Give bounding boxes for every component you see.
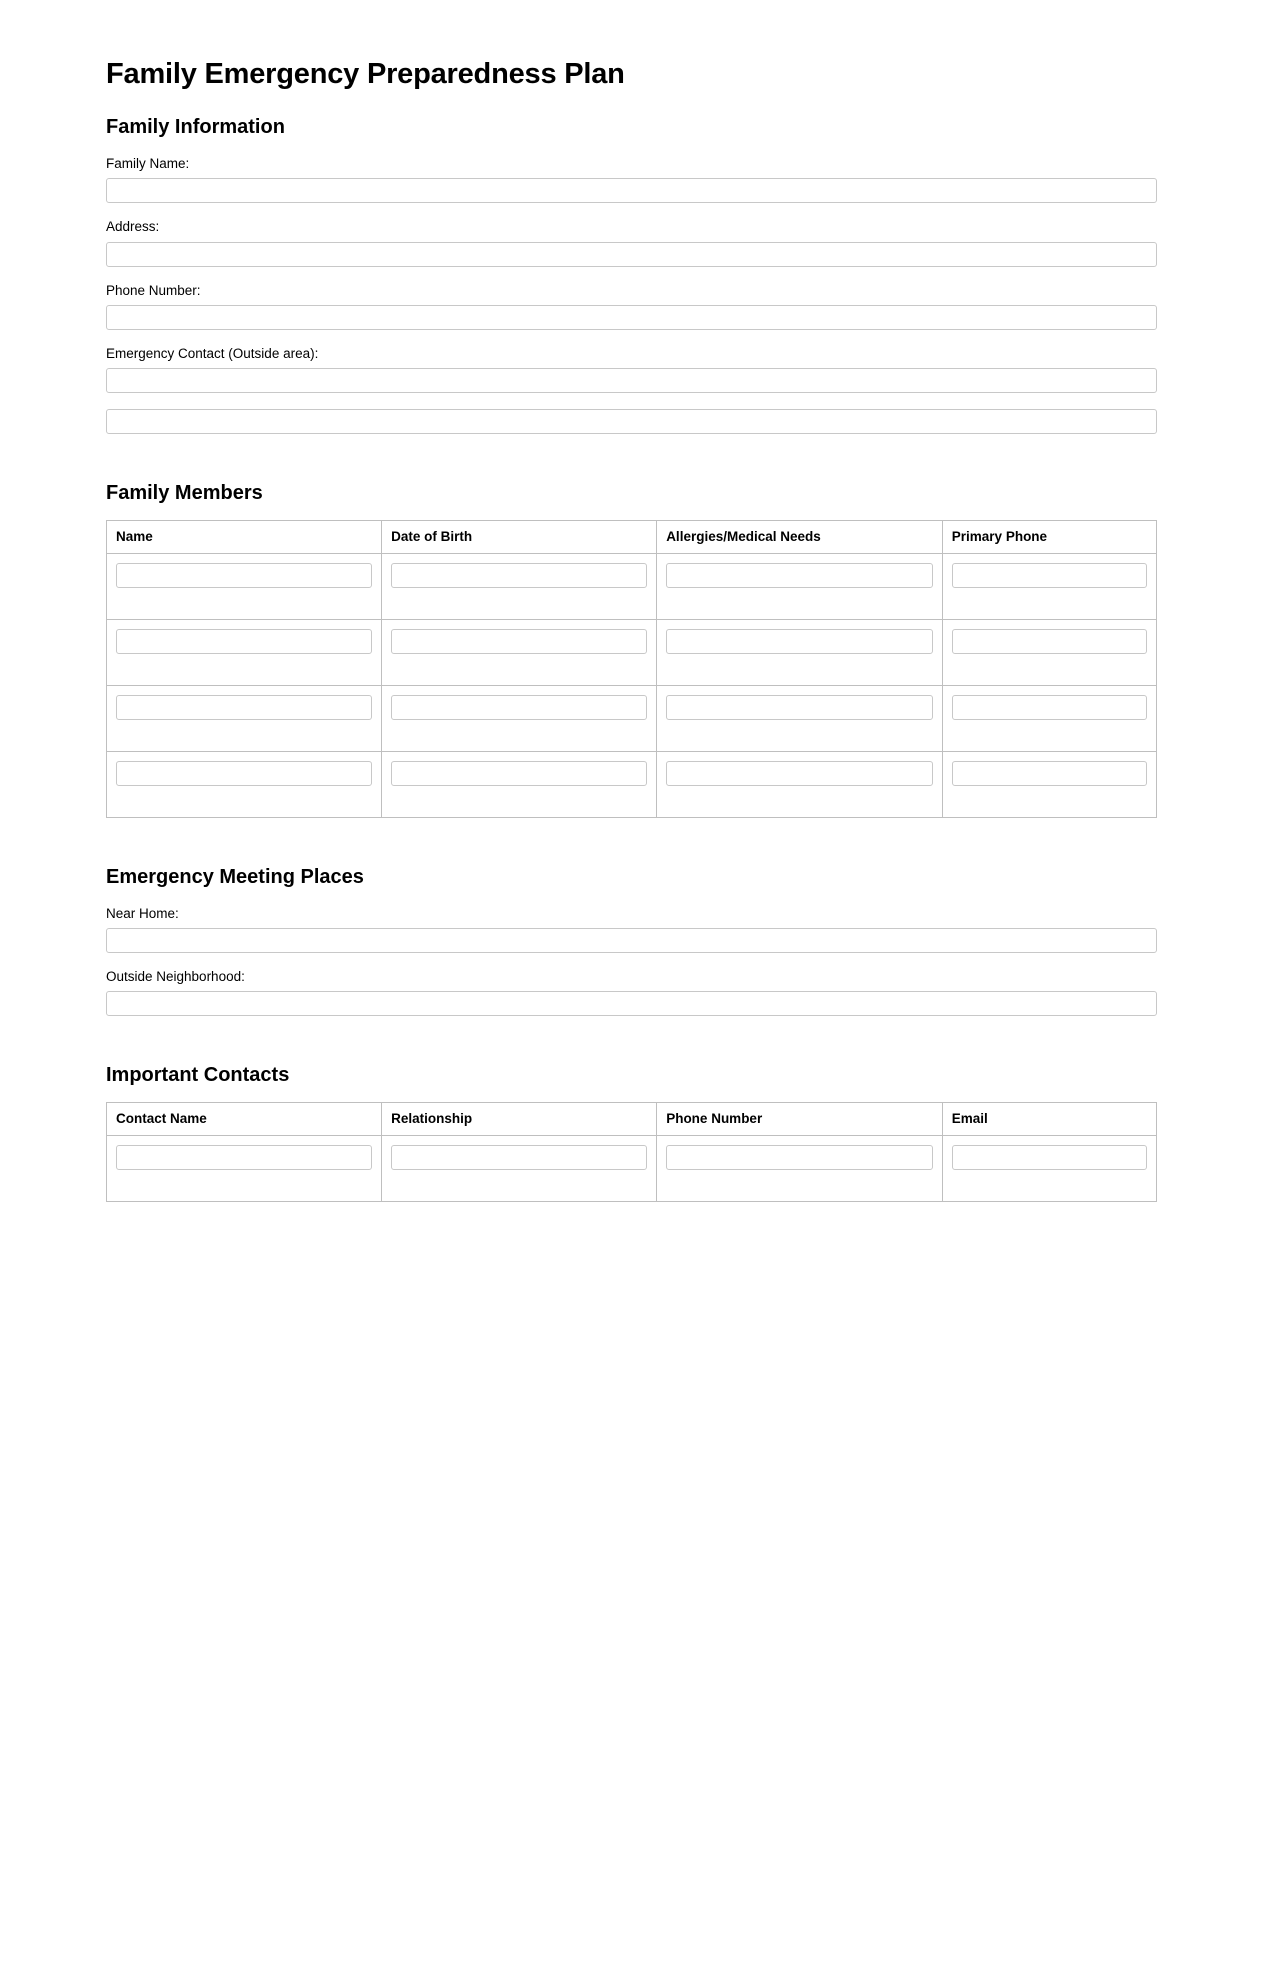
important-contacts-table-head bbox=[107, 1103, 1157, 1136]
family-members-table-head bbox=[107, 521, 1157, 554]
column-header-primary-phone: Primary Phone bbox=[942, 521, 1156, 554]
table-cell-primary-phone bbox=[942, 685, 1156, 751]
table-cell-date-of-birth bbox=[382, 553, 657, 619]
column-header-contact-phone-number: Phone Number bbox=[657, 1103, 943, 1136]
table-row bbox=[107, 619, 1157, 685]
field-group-address bbox=[106, 218, 1157, 266]
table-cell-date-of-birth bbox=[382, 685, 657, 751]
label-phone-number: Phone Number: bbox=[106, 282, 201, 298]
table-cell-name bbox=[107, 553, 382, 619]
table-cell-name bbox=[107, 751, 382, 817]
label-family-name: Family Name: bbox=[106, 156, 190, 172]
input-member-dob-3[interactable] bbox=[391, 695, 647, 720]
field-group-emergency-contact-secondary bbox=[106, 409, 1157, 434]
table-row bbox=[107, 553, 1157, 619]
input-phone-number[interactable] bbox=[106, 305, 1157, 330]
input-outside-neighborhood[interactable] bbox=[106, 991, 1157, 1016]
input-member-allergies-2[interactable] bbox=[666, 629, 933, 654]
input-member-allergies-4[interactable] bbox=[666, 761, 933, 786]
label-outside-neighborhood: Outside Neighborhood: bbox=[106, 968, 245, 984]
input-contact-phone-1[interactable] bbox=[666, 1145, 933, 1170]
field-group-outside-neighborhood bbox=[106, 968, 1157, 1016]
section-heading-family-information: Family Information bbox=[106, 116, 285, 139]
table-cell-name bbox=[107, 619, 382, 685]
section-heading-family-members: Family Members bbox=[106, 482, 263, 505]
table-row bbox=[107, 751, 1157, 817]
table-cell-allergies bbox=[657, 619, 943, 685]
table-cell-primary-phone bbox=[942, 751, 1156, 817]
important-contacts-table bbox=[106, 1102, 1157, 1202]
table-cell-date-of-birth bbox=[382, 619, 657, 685]
input-member-name-4[interactable] bbox=[116, 761, 372, 786]
table-row bbox=[107, 1135, 1157, 1201]
input-member-dob-2[interactable] bbox=[391, 629, 647, 654]
table-cell-contact-name bbox=[107, 1135, 382, 1201]
table-cell-contact-email bbox=[942, 1135, 1156, 1201]
input-member-dob-4[interactable] bbox=[391, 761, 647, 786]
table-cell-relationship bbox=[382, 1135, 657, 1201]
label-near-home: Near Home: bbox=[106, 905, 179, 921]
column-header-relationship: Relationship bbox=[382, 1103, 657, 1136]
table-cell-primary-phone bbox=[942, 619, 1156, 685]
important-contacts-table-body bbox=[107, 1135, 1157, 1201]
field-group-near-home bbox=[106, 905, 1157, 953]
input-member-allergies-1[interactable] bbox=[666, 563, 933, 588]
input-member-phone-3[interactable] bbox=[952, 695, 1147, 720]
input-member-name-3[interactable] bbox=[116, 695, 372, 720]
table-cell-allergies bbox=[657, 553, 943, 619]
field-group-family-name bbox=[106, 155, 1157, 203]
table-cell-name bbox=[107, 685, 382, 751]
section-heading-important-contacts: Important Contacts bbox=[106, 1064, 290, 1087]
input-member-phone-2[interactable] bbox=[952, 629, 1147, 654]
section-heading-emergency-meeting-places: Emergency Meeting Places bbox=[106, 865, 364, 888]
input-member-dob-1[interactable] bbox=[391, 563, 647, 588]
family-members-table-body bbox=[107, 553, 1157, 817]
table-cell-contact-phone bbox=[657, 1135, 943, 1201]
table-cell-allergies bbox=[657, 751, 943, 817]
input-near-home[interactable] bbox=[106, 928, 1157, 953]
input-member-name-2[interactable] bbox=[116, 629, 372, 654]
input-contact-name-1[interactable] bbox=[116, 1145, 372, 1170]
input-address[interactable] bbox=[106, 242, 1157, 267]
table-cell-primary-phone bbox=[942, 553, 1156, 619]
input-member-allergies-3[interactable] bbox=[666, 695, 933, 720]
input-emergency-contact[interactable] bbox=[106, 368, 1157, 393]
input-emergency-contact-secondary[interactable] bbox=[106, 409, 1157, 434]
label-address: Address: bbox=[106, 219, 160, 235]
input-member-phone-1[interactable] bbox=[952, 563, 1147, 588]
input-member-name-1[interactable] bbox=[116, 563, 372, 588]
table-row bbox=[107, 685, 1157, 751]
input-contact-email-1[interactable] bbox=[952, 1145, 1147, 1170]
column-header-name: Name bbox=[107, 521, 382, 554]
label-emergency-contact: Emergency Contact (Outside area): bbox=[106, 345, 319, 361]
table-cell-date-of-birth bbox=[382, 751, 657, 817]
field-group-emergency-contact bbox=[106, 345, 1157, 393]
input-member-phone-4[interactable] bbox=[952, 761, 1147, 786]
table-header-row bbox=[107, 1103, 1157, 1136]
column-header-allergies-medical-needs: Allergies/Medical Needs bbox=[657, 521, 943, 554]
column-header-contact-name: Contact Name bbox=[107, 1103, 382, 1136]
input-family-name[interactable] bbox=[106, 178, 1157, 203]
family-members-table bbox=[106, 520, 1157, 818]
column-header-email: Email bbox=[942, 1103, 1156, 1136]
table-cell-allergies bbox=[657, 685, 943, 751]
table-header-row bbox=[107, 521, 1157, 554]
page-title: Family Emergency Preparedness Plan bbox=[106, 58, 625, 90]
input-contact-relationship-1[interactable] bbox=[391, 1145, 647, 1170]
column-header-date-of-birth: Date of Birth bbox=[382, 521, 657, 554]
field-group-phone-number bbox=[106, 282, 1157, 330]
